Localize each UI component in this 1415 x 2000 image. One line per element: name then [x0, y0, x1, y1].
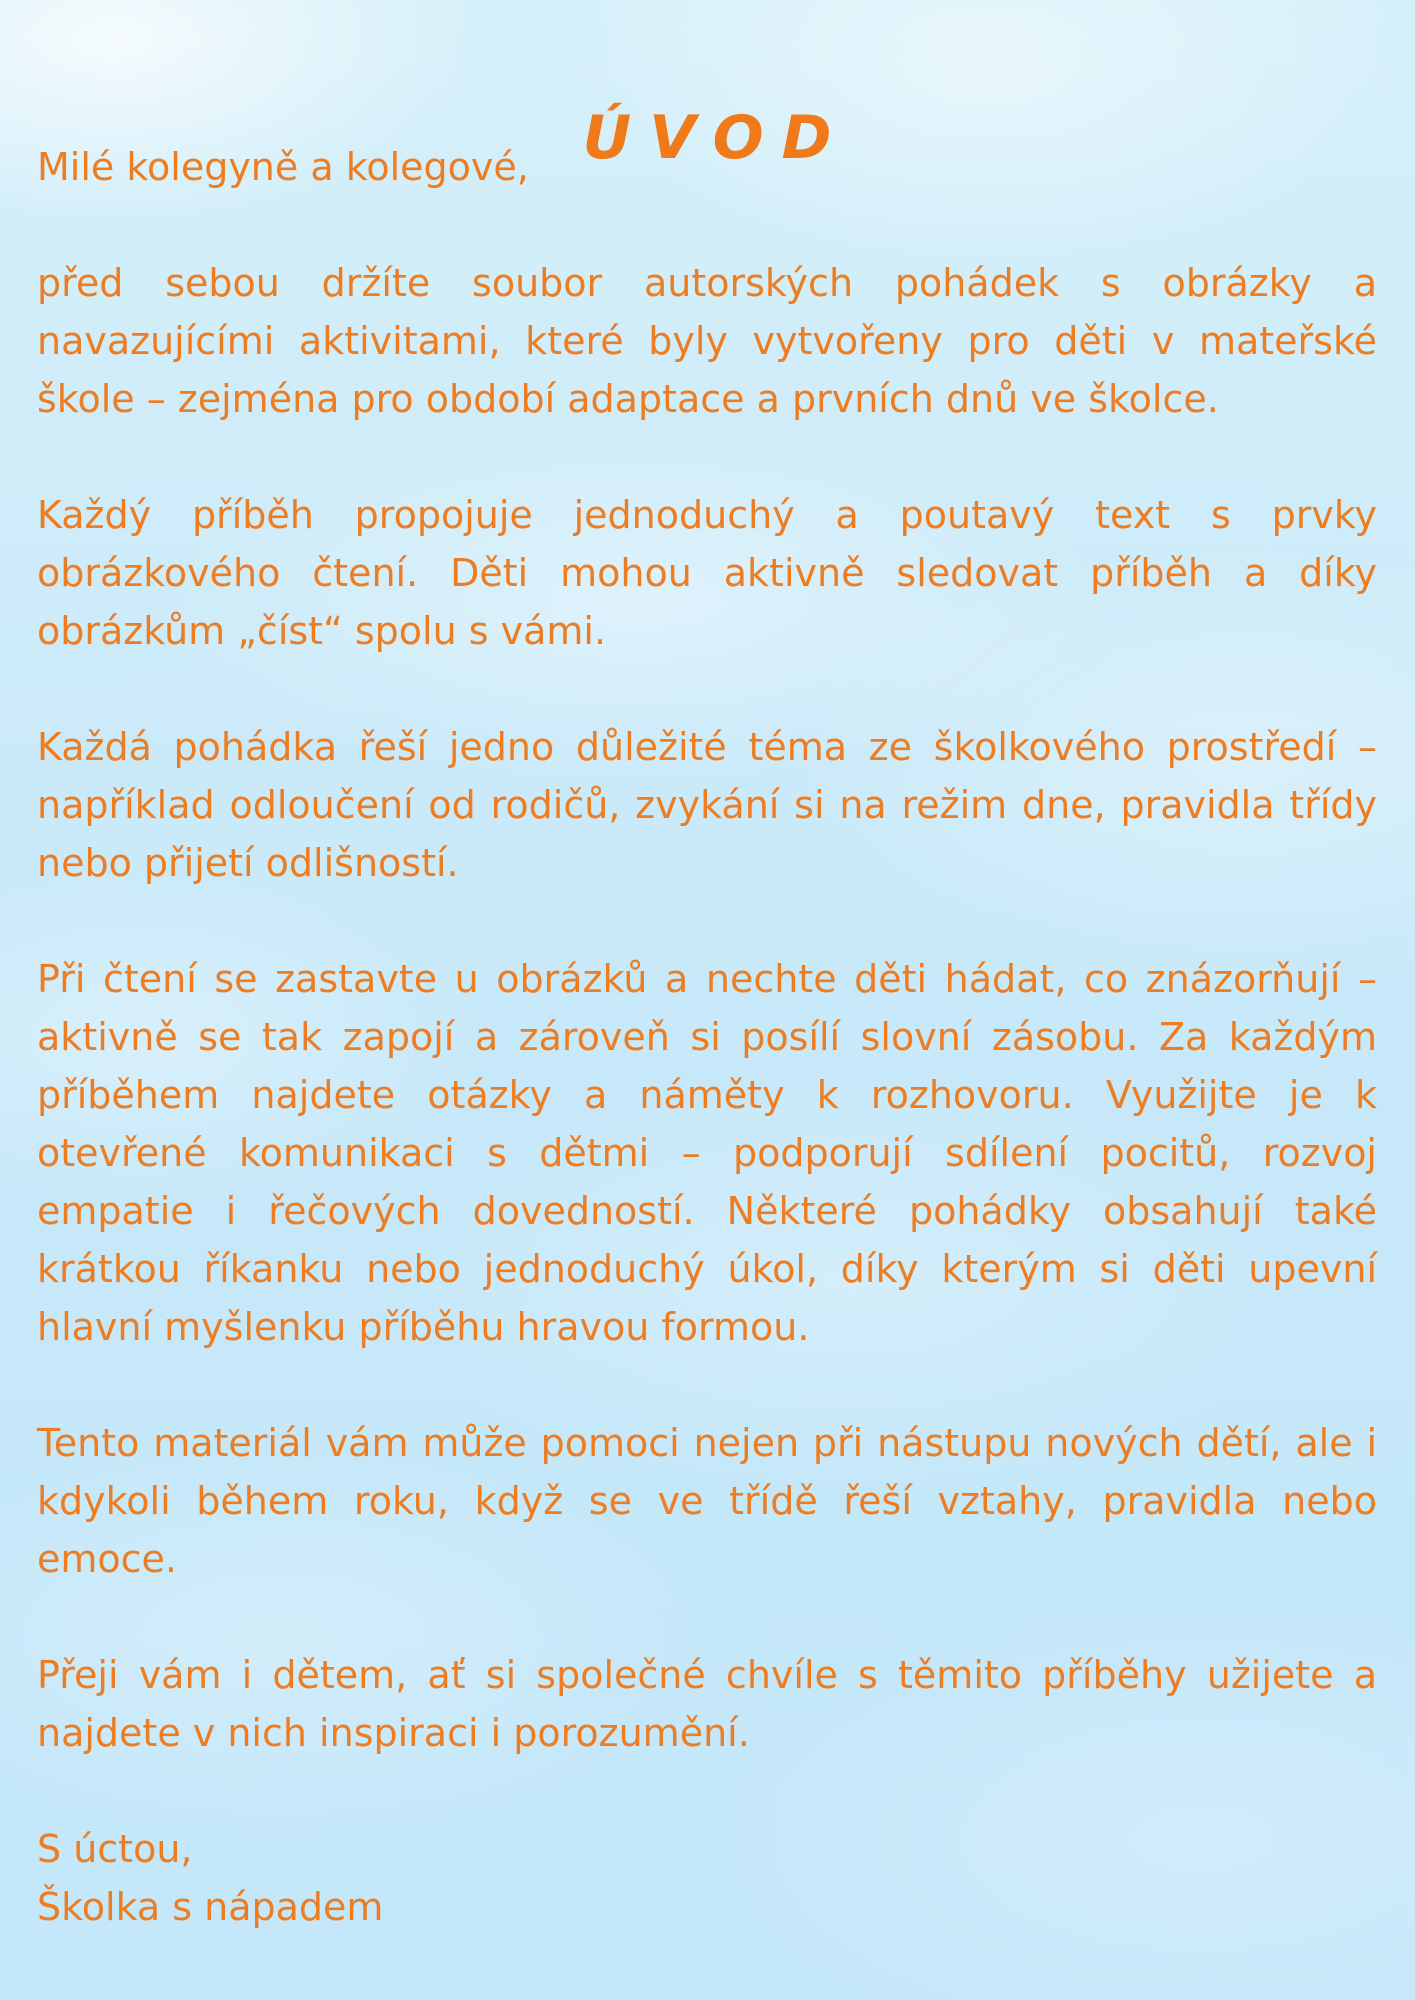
closing-salutation: S úctou,: [37, 1827, 193, 1871]
paragraph-wish: Přeji vám i dětem, ať si společné chvíle s těmito příběhy užijete a najdete v nich inspiraci i porozumění.: [37, 1653, 1377, 1755]
page-title: ÚVOD: [582, 103, 850, 174]
intro-page: [37, 0, 1377, 2000]
paragraph-stories: Každý příběh propojuje jednoduchý a poutavý text s prvky obrázkového čtení. Děti mohou aktivně sledovat příběh a díky obrázkům „číst“ spolu s vámi.: [37, 493, 1377, 653]
signature: Školka s nápadem: [37, 1885, 384, 1929]
intro-body: [37, 138, 1377, 1936]
paragraph-intro: před sebou držíte soubor autorských pohádek s obrázky a navazujícími aktivitami, které byly vytvořeny pro děti v mateřské škole – zejména pro období adaptace a prvních dnů ve školce.: [37, 261, 1377, 421]
greeting: Milé kolegyně a kolegové,: [37, 145, 529, 189]
paragraph-reading-tips: Při čtení se zastavte u obrázků a nechte děti hádat, co znázorňují – aktivně se tak zapojí a zároveň si posílí slovní zásobu. Za každým příběhem najdete otázky a náměty k rozhovoru. Využijte je k otevřené komunikaci s dětmi – podporují sdílení pocitů, rozvoj empatie i řečových dovedností. Některé pohádky obsahují také krátkou říkanku nebo jednoduchý úkol, díky kterým si děti upevní hlavní myšlenku příběhu hravou formou.: [37, 957, 1377, 1349]
paragraph-usage: Tento materiál vám může pomoci nejen při nástupu nových dětí, ale i kdykoli během roku, když se ve třídě řeší vztahy, pravidla nebo emoce.: [37, 1421, 1377, 1581]
paragraph-topics: Každá pohádka řeší jedno důležité téma ze školkového prostředí – například odloučení od rodičů, zvykání si na režim dne, pravidla třídy nebo přijetí odlišností.: [37, 725, 1377, 885]
